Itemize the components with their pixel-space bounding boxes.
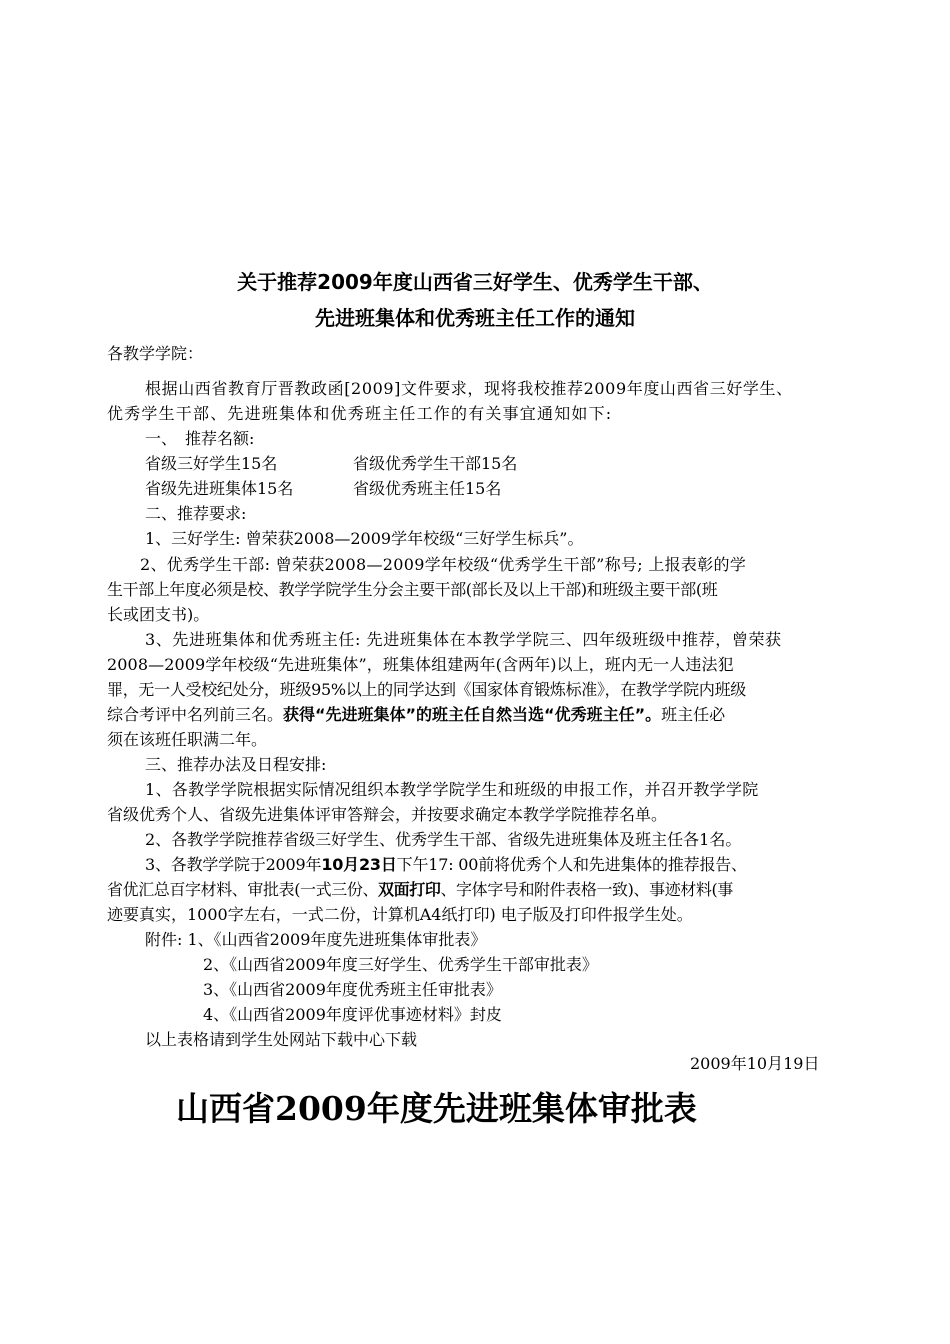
requirement-3-line-3: 罪，无一人受校纪处分，班级95%以上的同学达到《国家体育锻炼标准》，在教学学院内班级 — [107, 680, 746, 699]
step-3-materials-suffix: 、字体字号和附件表格一致)、事迹材料(事 — [440, 880, 733, 899]
attachment-2: 2、《山西省2009年度三好学生、优秀学生干部审批表》 — [203, 955, 598, 974]
attachment-3: 3、《山西省2009年度优秀班主任审批表》 — [203, 980, 502, 999]
section-3-heading: 三、推荐办法及日程安排: — [145, 755, 327, 774]
requirement-3-line-4 — [107, 703, 725, 727]
section-2-heading: 二、推荐要求: — [145, 504, 247, 523]
requirement-2-line-2: 生干部上年度必须是校、教学学院学生分会主要干部(部长及以上干部)和班级主要干部(班 — [107, 580, 718, 599]
step-3-deadline-prefix: 3、各教学学院于2009年 — [145, 855, 322, 874]
requirement-3-line-5: 须在该班任职满二年。 — [107, 730, 268, 749]
step-3-materials-prefix: 省优汇总百字材料、审批表(一式三份、 — [107, 880, 379, 899]
notice-title-line-2: 先进班集体和优秀班主任工作的通知 — [315, 306, 635, 330]
quota-excellent-student-cadres: 省级优秀学生干部15名 — [353, 454, 518, 473]
quota-excellent-class-teachers: 省级优秀班主任15名 — [353, 479, 502, 498]
download-note: 以上表格请到学生处网站下载中心下载 — [145, 1030, 418, 1049]
quota-advanced-classes: 省级先进班集体15名 — [145, 479, 294, 498]
step-3-line-3: 迹要真实，1000字左右，一式二份，计算机A4纸打印) 电子版及打印件报学生处。 — [107, 905, 693, 924]
requirement-2-line-3: 长或团支书)。 — [107, 605, 210, 624]
attachment-1: 附件: 1、《山西省2009年度先进班集体审批表》 — [145, 930, 487, 949]
intro-line-2: 优秀学生干部、先进班集体和优秀班主任工作的有关事宜通知如下: — [107, 404, 613, 423]
step-3-deadline-date: 10月23日 — [321, 855, 397, 874]
intro-line-1: 根据山西省教育厅晋教政函[2009]文件要求，现将我校推荐2009年度山西省三好学生、 — [145, 379, 793, 398]
attachment-4: 4、《山西省2009年度评优事迹材料》封皮 — [203, 1005, 502, 1024]
step-3-line-1 — [145, 853, 747, 877]
requirement-2-line-1: 2、优秀学生干部: 曾荣获2008—2009学年校级“优秀学生干部”称号; 上报表彰的学 — [140, 555, 747, 574]
step-3-deadline-suffix: 下午17: 00前将优秀个人和先进集体的推荐报告、 — [396, 855, 747, 874]
requirement-3-line-1: 3、先进班集体和优秀班主任: 先进班集体在本教学学院三、四年级班级中推荐，曾荣获 — [145, 630, 782, 649]
form-title: 山西省2009年度先进班集体审批表 — [176, 1089, 697, 1128]
step-1-line-1: 1、各教学学院根据实际情况组织本教学学院学生和班级的申报工作，并召开教学学院 — [145, 780, 759, 799]
step-3-line-2 — [107, 878, 733, 902]
requirement-3-tail: 班主任必 — [661, 705, 726, 724]
step-3-duplex-print: 双面打印 — [378, 880, 441, 899]
requirement-3-ranking: 综合考评中名列前三名。 — [107, 705, 284, 724]
step-1-line-2: 省级优秀个人、省级先进集体评审答辩会，并按要求确定本教学学院推荐名单。 — [107, 805, 668, 824]
quota-provincial-merit-students: 省级三好学生15名 — [145, 454, 278, 473]
notice-title-line-1: 关于推荐2009年度山西省三好学生、优秀学生干部、 — [237, 270, 713, 294]
notice-date: 2009年10月19日 — [690, 1054, 820, 1073]
requirement-3-bold-note: 获得“先进班集体”的班主任自然当选“优秀班主任”。 — [283, 705, 662, 724]
step-2: 2、各教学学院推荐省级三好学生、优秀学生干部、省级先进班集体及班主任各1名。 — [145, 830, 742, 849]
section-1-heading: 一、 推荐名额: — [145, 429, 255, 448]
requirement-1: 1、三好学生: 曾荣获2008—2009学年校级“三好学生标兵”。 — [145, 529, 584, 548]
requirement-3-line-2: 2008—2009学年校级“先进班集体”，班集体组建两年(含两年)以上，班内无一人违法犯 — [107, 655, 734, 674]
salutation: 各教学学院： — [107, 344, 204, 363]
